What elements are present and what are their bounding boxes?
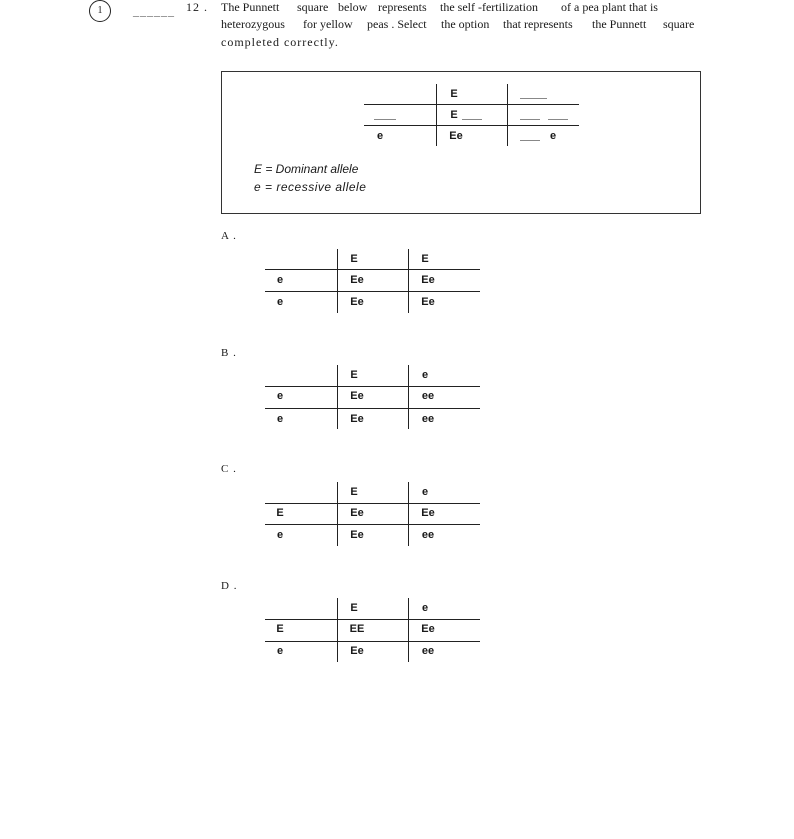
cell: Ee (421, 507, 435, 519)
blank-line (548, 119, 568, 120)
cell: ee (421, 529, 435, 541)
grid-line (265, 619, 480, 620)
q-word: that represents (503, 17, 573, 31)
row-header: e (276, 296, 284, 308)
question-number: 12 . (186, 0, 208, 14)
col-header: E (350, 369, 358, 381)
cell: Ee (350, 390, 364, 402)
given-cell-r1c1: E (450, 109, 458, 121)
col-header: E (421, 253, 429, 265)
blank-line (462, 119, 482, 120)
grid-line (265, 386, 480, 387)
col-header: e (421, 486, 429, 498)
q-word: peas . Select (367, 17, 427, 31)
grid-line (265, 503, 480, 504)
cell: Ee (350, 507, 364, 519)
grid-line (364, 104, 579, 105)
row-header: e (276, 645, 284, 657)
cell: Ee (350, 413, 364, 425)
given-row-header-2: e (376, 130, 384, 142)
q-word: The Punnett (221, 0, 280, 14)
col-header: e (421, 369, 429, 381)
q-word: below (338, 0, 368, 14)
blank-line (374, 119, 396, 120)
cell: ee (421, 645, 435, 657)
given-cell-r2c1: Ee (449, 130, 463, 142)
answer-blank[interactable]: ______ (133, 4, 175, 18)
row-header: E (276, 623, 284, 635)
cell: EE (349, 623, 365, 635)
q-word: represents (378, 0, 427, 14)
circle-number: 1 (97, 5, 103, 16)
legend-recessive: e = recessive allele (254, 180, 367, 194)
grid-line (265, 408, 480, 409)
col-header: E (350, 486, 358, 498)
grid-line (507, 84, 508, 146)
cell: ee (421, 413, 435, 425)
grid-line (364, 125, 579, 126)
grid-line (265, 524, 480, 525)
cell: Ee (350, 645, 364, 657)
q-word: of a pea plant that is (561, 0, 658, 14)
col-header: E (350, 253, 358, 265)
row-header: E (276, 507, 284, 519)
grid-line (265, 641, 480, 642)
q-word: square (297, 0, 329, 14)
col-header: E (350, 602, 358, 614)
q-word: the option (441, 17, 490, 31)
option-d-label[interactable]: D . (221, 580, 238, 592)
cell: Ee (421, 274, 435, 286)
question-line-3: completed correctly. (221, 35, 339, 49)
legend-dominant: E = Dominant allele (254, 162, 359, 176)
cell: Ee (350, 296, 364, 308)
cell: Ee (421, 296, 435, 308)
q-word: heterozygous (221, 17, 285, 31)
q-word: the self -fertilization (440, 0, 538, 14)
row-header: e (276, 413, 284, 425)
q-word: the Punnett (592, 17, 647, 31)
cell: Ee (350, 274, 364, 286)
q-word: for yellow (303, 17, 353, 31)
given-cell-r2c2: e (549, 130, 557, 142)
blank-line (520, 140, 540, 141)
grid-line (265, 269, 480, 270)
row-header: e (276, 274, 284, 286)
blank-line (520, 98, 547, 99)
cell: Ee (350, 529, 364, 541)
given-col-header-1: E (450, 88, 458, 100)
question-number-circle (89, 0, 111, 22)
option-c-label[interactable]: C . (221, 463, 237, 475)
cell: Ee (421, 623, 435, 635)
row-header: e (276, 390, 284, 402)
col-header: e (421, 602, 429, 614)
row-header: e (276, 529, 284, 541)
blank-line (520, 119, 540, 120)
option-b-label[interactable]: B . (221, 347, 237, 359)
option-a-label[interactable]: A . (221, 230, 237, 242)
q-word: square (663, 17, 695, 31)
grid-line (265, 291, 480, 292)
cell: ee (421, 390, 435, 402)
